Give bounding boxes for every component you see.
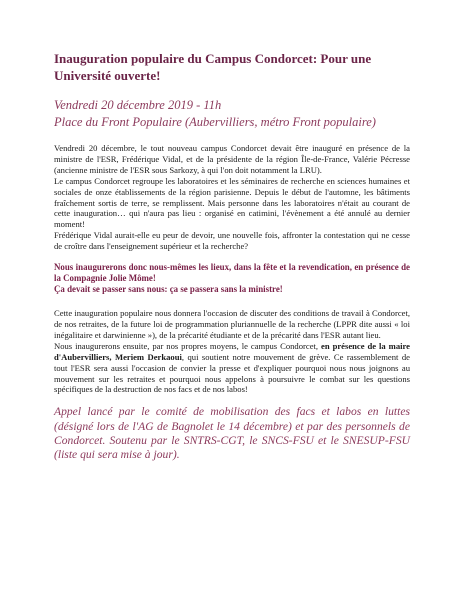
minister-paragraph: Frédérique Vidal aurait-elle eu peur de devoir, une nouvelle fois, affronter la contestation qui ne cesse de croître dans l'enseignement supérieur et la recherche?	[54, 230, 410, 252]
emphasis-line-1: Nous inaugurerons donc nous-mêmes les lieux, dans la fête et la revendication, en présence de la Compagnie Jolie Môme!	[54, 262, 410, 284]
event-place: Place du Front Populaire (Aubervilliers, métro Front populaire)	[54, 115, 376, 129]
program-paragraph: Cette inauguration populaire nous donnera l'occasion de discuter des conditions de travail à Condorcet, de nos retraites, de la future loi de programmation pluriannuelle de la recherche (LPPR dite aussi « loi inégalitaire et darwinienne »), de la précarité étudiante et de la précarité dans l'ESR autant lieu.	[54, 308, 410, 340]
program-section	[54, 308, 410, 395]
document-title: Inauguration populaire du Campus Condorcet: Pour une Université ouverte!	[54, 51, 372, 83]
event-details	[54, 97, 410, 131]
campus-paragraph: Le campus Condorcet regroupe les laboratoires et les séminaires de recherche en sciences humaines et sociales de onze établissements de la région parisienne. Depuis le début de l'automne, les bâtiments fraîchement sortis de terre, se remplissent. Mais personne dans les laboratoires n'était au courant de cette inauguration… qui n'aura pas lieu : organisé en catimini, l'évènement a été annulé au dernier moment!	[54, 175, 410, 230]
intro-paragraph: Vendredi 20 décembre, le tout nouveau campus Condorcet devait être inauguré en présence de la ministre de l'ESR, Frédérique Vidal, et de la présidente de la région Île-de-France, Valérie Pécresse (ancienne ministre de l'ESR sous Sarkozy, à qui l'on doit notamment la LRU).	[54, 143, 410, 175]
inauguration-paragraph	[54, 341, 410, 396]
inauguration-text-start: Nous inaugurerons ensuite, par nos propres moyens, le campus Condorcet,	[54, 340, 322, 351]
event-date: Vendredi 20 décembre 2019 - 11h	[54, 98, 222, 112]
inauguration-text-end: , qui soutient notre mouvement de grève. Ce rassemblement de tout l'ESR sera aussi l'occasion de convier la presse et d'expliquer pourquoi nous nous joignons au mouvement sur les retraites et pourquoi nous appelons à poursuivre le combat sur les questions spécifiques de la destruction de nos facs et de nos labos!	[54, 351, 410, 395]
document-page	[54, 50, 410, 463]
mayor-mention: en présence de la maire d'Aubervilliers, Meriem Derkaoui	[54, 340, 410, 362]
appeal-signature: Appel lancé par le comité de mobilisation des facs et labos en luttes (désigné lors de l'AG de Bagnolet le 14 décembre) et par des personnels de Condorcet. Soutenu par le SNTRS-CGT, le SNCS-FSU et le SNESUP-FSU (liste qui sera mise à jour).	[54, 405, 410, 462]
emphasis-line-2: Ça devait se passer sans nous: ça se passera sans la ministre!	[54, 284, 283, 295]
emphasis-block	[54, 262, 410, 295]
intro-section	[54, 143, 410, 252]
